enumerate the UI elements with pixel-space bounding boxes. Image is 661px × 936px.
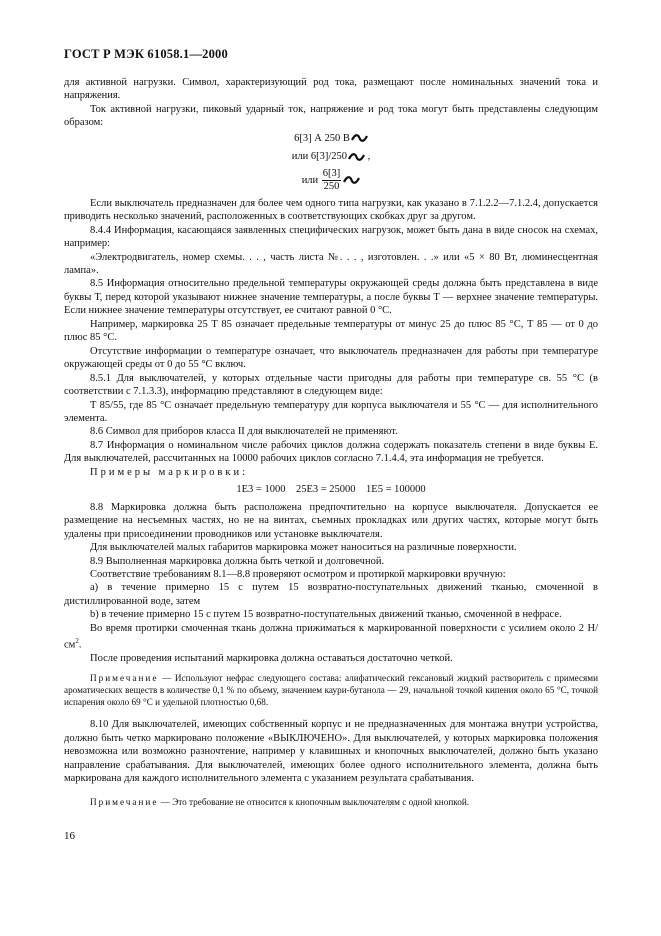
alternating-current-icon [348, 153, 365, 161]
paragraph-no-temperature: Отсутствие информации о температуре означает, что выключатель предназначен для работы при температуре окружающей среды от 0 до 55 °С включ. [64, 345, 598, 371]
paragraph-t-85-55: Т 85/55, где 85 °С означает предельную температуру для корпуса выключателя и 55 °С — для исполнительного элемента. [64, 399, 598, 424]
formula-rating-2-text: или 6[3]/250 [291, 151, 347, 163]
paragraph-8-8: 8.8 Маркировка должна быть расположена предпочтительно на корпусе выключателя. Допускается ее размещение на несъемных частях, но не на винтах, съемных прокладках или других частях, которые могут быть удалены при присоединении проводников или установке выключателя. [64, 501, 598, 540]
formula-rating-3-prefix: или [301, 174, 319, 186]
paragraph-small-switches: Для выключателей малых габаритов маркировка может наноситься на различные поверхности. [90, 542, 517, 554]
note-label: Примечание [90, 796, 159, 807]
paragraph-item-a: a) в течение примерно 15 с путем 15 возвратно-поступательных движений тканью, смоченной в дистиллированной воде, затем [64, 582, 598, 607]
rubbing-force-superscript: 2 [75, 637, 79, 646]
paragraph-example-footnote: «Электродвигатель, номер схемы. . . , часть листа №. . . , изготовлен. . .» или «5 × 80 Вт, люминесцентная лампа». [64, 251, 598, 276]
paragraph-marking-examples-label: Примеры маркировки: [90, 466, 248, 478]
paragraph-multiple-loads: Если выключатель предназначен для более чем одного типа нагрузки, как указано в 7.1.2.2—7.1.2.4, допускается приводить несколько значений, расположенных в соответствующих скобках друг за другом. [64, 197, 598, 223]
fraction-denominator: 250 [323, 180, 340, 192]
fraction-numerator: 6[3] [322, 167, 341, 179]
formula-rating-2 [64, 150, 598, 165]
paragraph-compliance: Соответствие требованиям 8.1—8.8 проверяют осмотром и протиркой маркировки вручную: [90, 568, 506, 580]
paragraph-8-4-4: 8.4.4 Информация, касающаяся заявленных специфических нагрузок, может быть дана в виде сносок на схемах, например: [64, 224, 598, 250]
formula-rating-1 [64, 130, 598, 150]
paragraph-after-tests: После проведения испытаний маркировка должна оставаться достаточно четкой. [90, 653, 453, 665]
note-nefras [64, 672, 598, 709]
note-text: — Используют нефрас следующего состава: алифатический гексановый жидкий растворитель с примесями ароматических веществ в количестве 0,1 % по объему, значением каури-бутанола — 29, начальной точкой кипения около 65 °С, точкой испарения около 69 °С и удельной плотностью 0,68. [64, 672, 598, 708]
alternating-current-icon [343, 176, 360, 184]
document-header: ГОСТ Р МЭК 61058.1—2000 [64, 47, 228, 61]
paragraph-rubbing-force [64, 622, 598, 652]
note-text: — Это требование не относится к кнопочным выключателям с одной кнопкой. [158, 796, 470, 807]
paragraph-temperature-example: Например, маркировка 25 Т 85 означает предельные температуры от минус 25 до плюс 85 °С, Т 85 — от 0 до плюс 85 °С. [64, 318, 598, 344]
rubbing-force-text: Во время протирки смоченная ткань должна прижиматься к маркированной поверхности с усилием около 2 Н/см [64, 622, 598, 651]
rubbing-force-end: . [78, 639, 82, 651]
alternating-current-icon [351, 134, 368, 142]
paragraph-8-5: 8.5 Информация относительно предельной температуры окружающей среды должна быть представлена в виде буквы Т, перед которой указывают нижнее значение температуры, а после буквы Т — верхнее значение температуры. Если нижнее значение температуры отсутствует, ее считают равной 0 °С. [64, 278, 598, 317]
formula-examples: 1Е3 = 1000 25Е3 = 25000 1Е5 = 100000 [236, 484, 426, 496]
note-push-button [64, 796, 598, 808]
note-label: Примечание [90, 672, 159, 683]
paragraph-8-9: 8.9 Выполненная маркировка должна быть четкой и долговечной. [90, 555, 385, 567]
document-body [64, 76, 598, 808]
paragraph-item-b: b) в течение примерно 15 с путем 15 возвратно-поступательных движений тканью, смоченной в нефрасе. [90, 609, 562, 621]
paragraph-8-6: 8.6 Символ для приборов класса II для выключателей не применяют. [90, 426, 398, 438]
paragraph-current-representation: Ток активной нагрузки, пиковый ударный ток, напряжение и род тока могут быть представлены следующим образом: [64, 103, 598, 129]
paragraph-8-7: 8.7 Информация о номинальном числе рабочих циклов должна содержать показатель степени в виде буквы Е. Для выключателей, рассчитанных на 10000 рабочих циклов согласно 7.1.4.4, эта информация не требуется. [64, 439, 598, 465]
formula-rating-3 [64, 166, 598, 197]
paragraph-8-5-1: 8.5.1 Для выключателей, у которых отдельные части пригодны для работы при температуре св. 55 °С (в соответствии с 7.1.3.3), информацию представляют в следующем виде: [64, 372, 598, 398]
formula-rating-1-text: 6[3] А 250 В [294, 132, 350, 144]
page-number: 16 [64, 830, 75, 842]
paragraph-8-10: 8.10 Для выключателей, имеющих собственный корпус и не предназначенных для монтажа внутри устройства, должно быть четко маркировано положение «ВЫКЛЮЧЕНО». Для выключателей, у которых маркировка положения невозможна или возможно разночтение, например у клавишных и кнопочных выключателей, должно быть указано направление срабатывания. Для выключателей, имеющих более одного исполнительного элемента, должна быть маркирована для каждого исполнительного элемента с указанием результата срабатывания. [64, 719, 598, 785]
formula-rating-2-tail: , [365, 151, 371, 163]
formula-fraction [322, 168, 342, 193]
paragraph-active-load: для активной нагрузки. Символ, характеризующий род тока, размещают после номинальных значений тока и напряжения. [64, 77, 598, 102]
